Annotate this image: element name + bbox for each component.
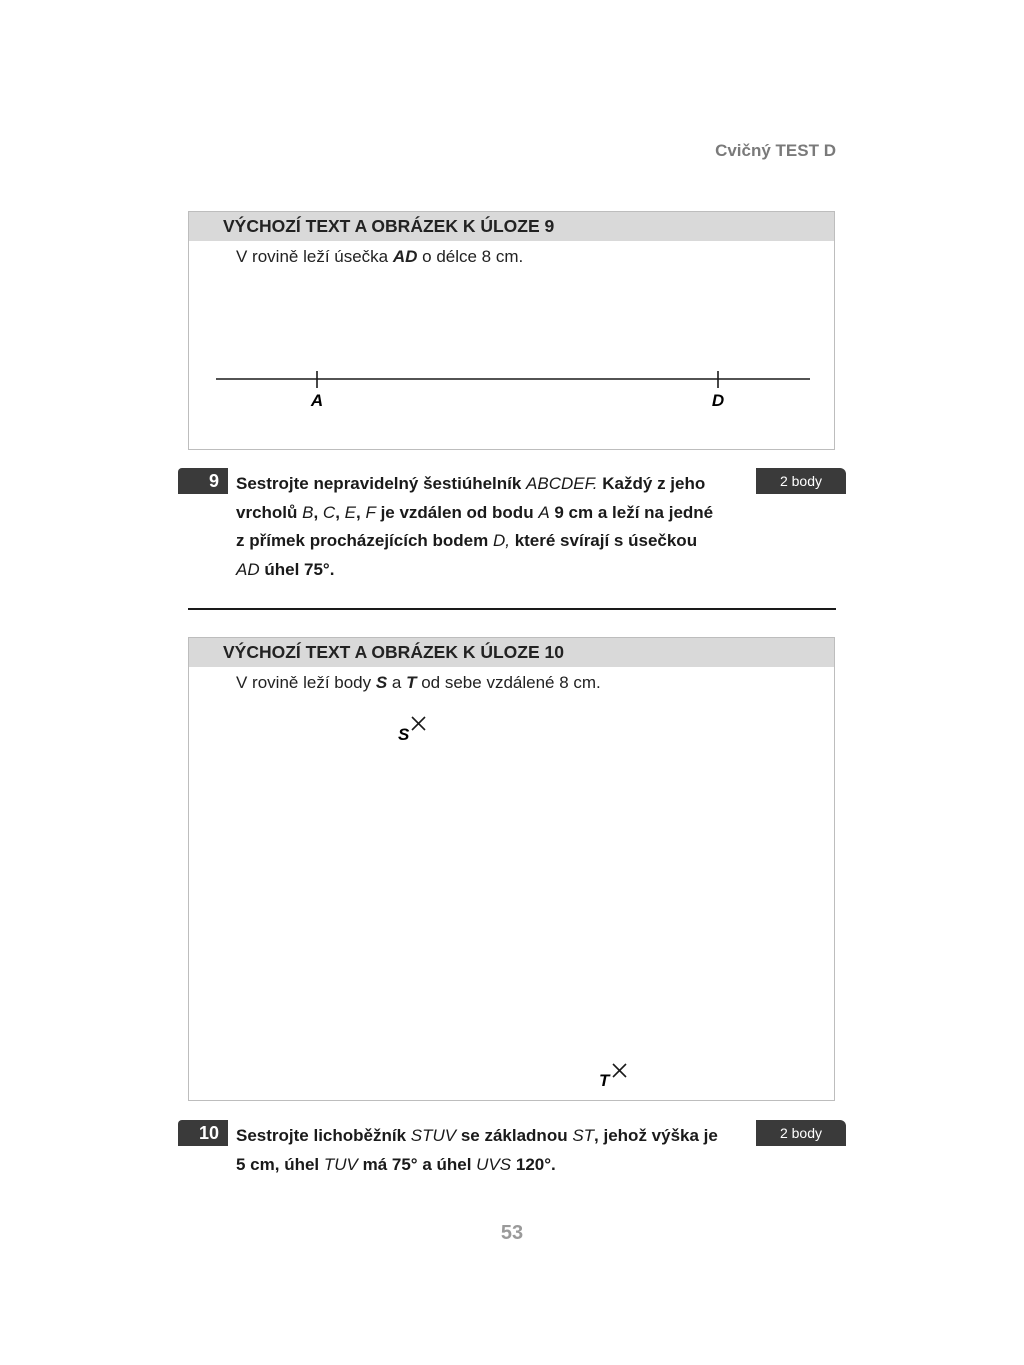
page-number: 53 bbox=[500, 1222, 524, 1244]
task-text-run: se základnou bbox=[456, 1126, 573, 1145]
task-number: 10 bbox=[178, 1120, 228, 1146]
source-text-part: o délce 8 cm. bbox=[417, 247, 524, 266]
point-t-marker bbox=[613, 1064, 626, 1077]
task-text-run: má 75° a úhel bbox=[357, 1154, 477, 1174]
task-text-run: které svírají s úsečkou bbox=[509, 531, 698, 550]
task-number: 9 bbox=[178, 468, 228, 494]
task-text-run: A bbox=[538, 502, 550, 522]
point-d-label: D bbox=[711, 391, 725, 410]
point-t-label: T bbox=[599, 1071, 610, 1090]
source-box-task-9 bbox=[188, 211, 835, 450]
task-text-9 bbox=[236, 470, 716, 584]
task-text-run: F bbox=[365, 502, 376, 522]
source-box-task-10 bbox=[188, 637, 835, 1101]
source-heading: VÝCHOZÍ TEXT A OBRÁZEK K ÚLOZE 10 bbox=[189, 638, 834, 667]
segment-figure bbox=[189, 212, 834, 448]
section-divider bbox=[188, 608, 836, 610]
task-text-run: D, bbox=[492, 531, 510, 550]
task-text-run: 9 cm a leží na jedné z přímek procházejících bodem bbox=[236, 502, 714, 550]
point-a-label: A bbox=[310, 391, 324, 410]
task-text-run: úhel 75°. bbox=[259, 559, 335, 579]
task-text-run: Sestrojte nepravidelný šestiúhelník bbox=[236, 474, 527, 493]
task-text-run: UVS bbox=[476, 1154, 512, 1174]
task-text-run: je vzdálen od bodu bbox=[375, 502, 539, 522]
task-text-run: C bbox=[322, 502, 336, 522]
task-text-run: , bbox=[313, 502, 323, 522]
test-label: Cvičný TEST D bbox=[715, 141, 836, 160]
source-text-part: a bbox=[387, 673, 407, 692]
point-name-t: T bbox=[406, 673, 417, 692]
task-text-run: ABCDEF. bbox=[526, 474, 598, 493]
points-figure bbox=[189, 638, 834, 1099]
source-text-part: V rovině leží body bbox=[236, 673, 376, 692]
task-text-run: , jehož výška je 5 cm, úhel bbox=[236, 1126, 718, 1174]
task-text-run: , bbox=[335, 502, 345, 522]
point-s-label: S bbox=[398, 725, 410, 744]
task-text-run: B bbox=[302, 502, 314, 522]
source-heading: VÝCHOZÍ TEXT A OBRÁZEK K ÚLOZE 9 bbox=[189, 212, 834, 241]
point-name-s: S bbox=[375, 673, 388, 692]
task-text-run: ST bbox=[572, 1126, 595, 1145]
source-text-part: od sebe vzdálené 8 cm. bbox=[416, 673, 601, 692]
task-text-run: AD bbox=[236, 559, 260, 579]
task-text-run: , bbox=[356, 502, 366, 522]
points-badge: 2 body bbox=[756, 468, 846, 494]
source-text-part: V rovině leží úsečka bbox=[236, 247, 393, 266]
task-text-run: TUV bbox=[323, 1154, 358, 1174]
task-text-run: Sestrojte lichoběžník bbox=[236, 1126, 411, 1145]
segment-name: AD bbox=[392, 247, 418, 266]
task-text-run: E bbox=[344, 502, 356, 522]
points-badge: 2 body bbox=[756, 1120, 846, 1146]
task-text-run: 120°. bbox=[511, 1154, 556, 1174]
point-s-marker bbox=[412, 717, 425, 730]
task-text-run: Každý z jeho vrcholů bbox=[236, 474, 706, 522]
task-text-10 bbox=[236, 1122, 726, 1179]
task-text-run: STUV bbox=[410, 1126, 457, 1145]
